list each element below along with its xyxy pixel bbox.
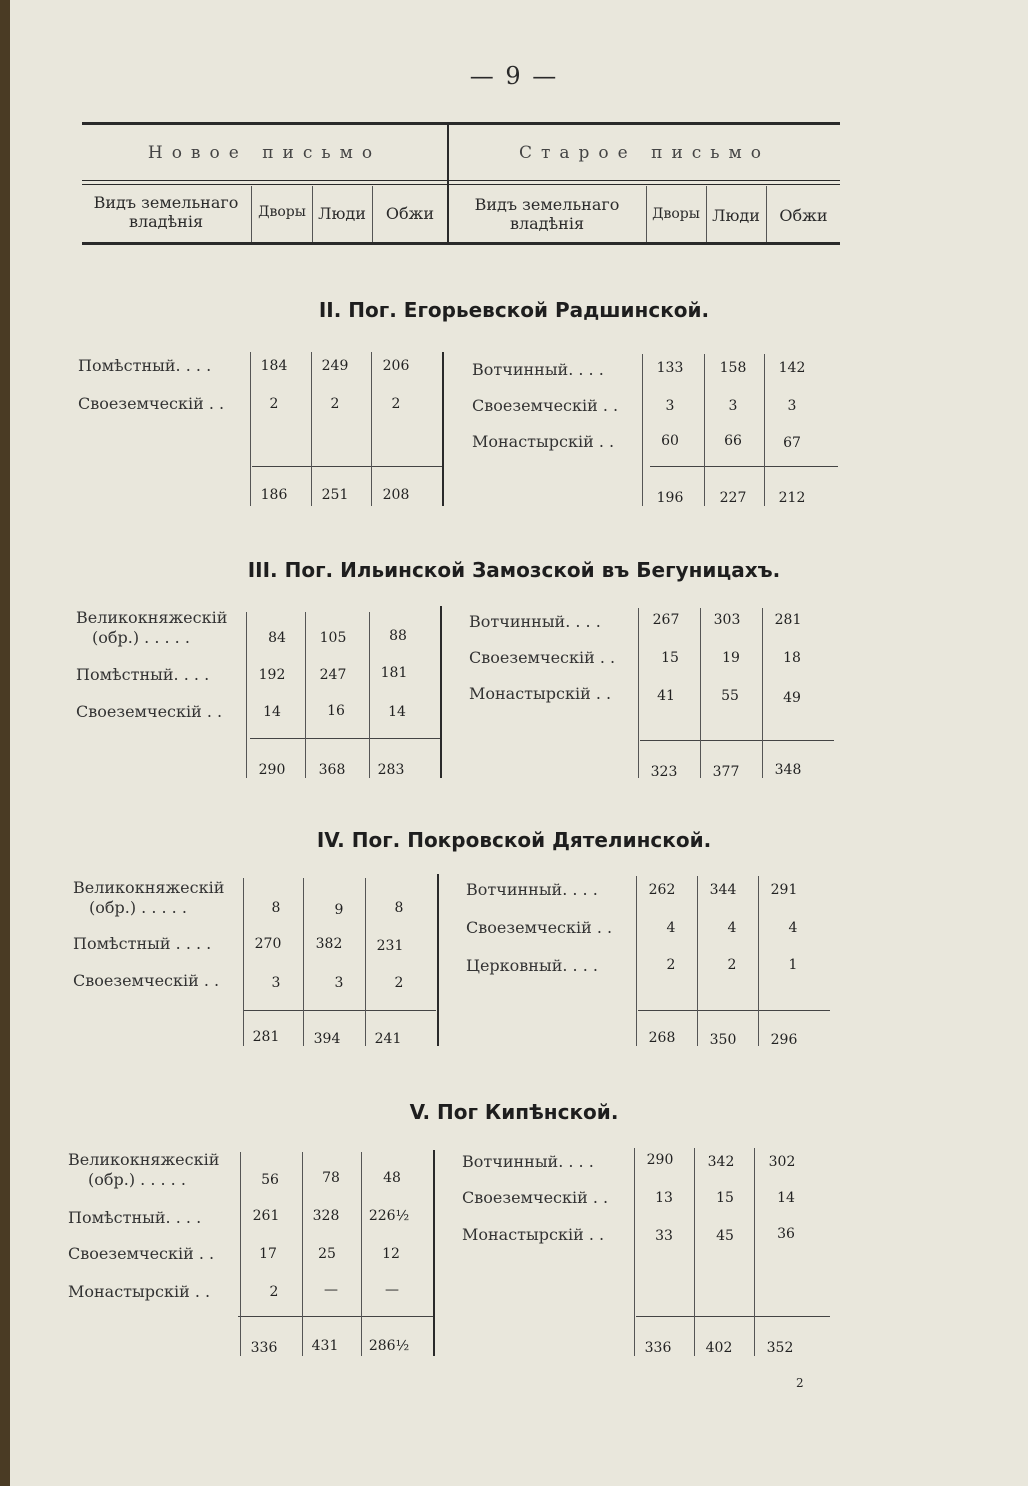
cell-people: 78 [322,1170,340,1186]
col-sep [634,1148,635,1356]
section-title: V. Пог Кипѣнской. [409,1100,619,1124]
row-label: Помѣстный. . . . [78,356,212,375]
cell-households: 33 [655,1228,673,1244]
col-sep [311,352,312,506]
cell-people: 247 [319,667,347,683]
sum-rule [250,738,440,739]
sum-rule [638,1010,830,1011]
cell-obzhi: 3 [787,398,797,414]
row-label: Своеземческій . . [469,648,616,667]
row-label: Помѣстный. . . . [76,665,210,684]
col-sep [240,1152,241,1356]
col-sep [303,878,304,1046]
header-bottom-rule [82,242,840,245]
sum-rule [238,1316,434,1317]
col-sep [302,1152,303,1356]
col-sep [365,878,366,1046]
col-sep [704,354,705,506]
header-mid-rule-b [82,184,840,185]
row-label: Своеземческій . . [472,396,619,415]
cell-households: 14 [263,704,281,720]
cell-households: 15 [661,650,679,666]
row-label: Помѣстный. . . . [68,1208,202,1227]
total-people: 402 [705,1340,733,1356]
cell-obzhi: 14 [777,1190,795,1206]
new-col-kind-header: Видъ земельнаго владѣнія [93,193,239,231]
col-sep [700,608,701,778]
cell-obzhi: 231 [376,938,404,954]
cell-people: 328 [312,1208,340,1224]
total-households: 290 [258,762,286,778]
cell-obzhi: 226½ [368,1208,410,1224]
total-people: 394 [313,1031,341,1047]
cell-households: 192 [258,667,286,683]
cell-obzhi: 67 [783,435,801,451]
cell-people: 2 [727,957,737,973]
total-people: 227 [719,490,747,506]
row-label: Монастырскій . . [462,1225,605,1244]
cell-obzhi: 49 [783,690,801,706]
old-letter-title: Старое письмо [518,143,771,163]
sum-rule [636,1316,830,1317]
col-sep [361,1152,362,1356]
row-label: Великокняжескій [68,1150,220,1169]
row-label: Своеземческій . . [76,702,223,721]
old-col-people-header: Люди [712,206,760,225]
cell-people: 382 [315,936,343,952]
cell-people: 45 [716,1228,734,1244]
row-label-continued: (обр.) . . . . . [88,1170,186,1189]
new-col-obzhi-header: Обжи [385,204,435,223]
cell-people: 158 [719,360,747,376]
cell-people: 55 [721,688,739,704]
total-households: 196 [656,490,684,506]
section-title: II. Пог. Егорьевской Радшинской. [318,298,710,322]
row-label: Вотчинный. . . . [462,1152,594,1171]
cell-households: 261 [252,1208,280,1224]
cell-households: 56 [261,1172,279,1188]
signature-mark: 2 [796,1376,804,1390]
cell-people: 105 [319,630,347,646]
col-sep [638,608,639,778]
cell-people: 249 [321,358,349,374]
total-obzhi: 348 [774,762,802,778]
cell-households: 262 [648,882,676,898]
cell-obzhi: 88 [389,628,407,644]
total-obzhi: 296 [770,1032,798,1048]
cell-obzhi: 8 [394,900,404,916]
total-obzhi: 208 [382,487,410,503]
cell-obzhi: 291 [770,882,798,898]
cell-people: 15 [716,1190,734,1206]
cell-people: 344 [709,882,737,898]
sum-rule [244,1010,436,1011]
cell-obzhi: 12 [382,1246,400,1262]
cell-households: 84 [268,630,286,646]
row-label: Вотчинный. . . . [466,880,598,899]
cell-people: 9 [334,902,344,918]
col-sep [754,1148,755,1356]
cell-obzhi: 1 [788,957,798,973]
row-label: Монастырскій . . [68,1282,211,1301]
row-label: Вотчинный. . . . [472,360,604,379]
section-center-divider [433,1150,435,1356]
new-col-households-header: Дворы [258,204,306,220]
header-mid-rule-a [82,180,840,181]
col-sep [642,354,643,506]
col-sep [636,876,637,1046]
cell-people: 4 [727,920,737,936]
col-sep [697,876,698,1046]
cell-households: 17 [259,1246,277,1262]
row-label: Великокняжескій [73,878,225,897]
col-sep [758,876,759,1046]
cell-households: 4 [666,920,676,936]
cell-obzhi: 48 [383,1170,401,1186]
col-sep [371,352,372,506]
header-top-rule [82,122,840,125]
total-obzhi: 286½ [368,1338,410,1354]
sum-rule [640,740,834,741]
cell-people: 25 [318,1246,336,1262]
cell-households: 267 [652,612,680,628]
total-people: 431 [311,1338,339,1354]
cell-households: 3 [271,975,281,991]
cell-obzhi: 2 [394,975,404,991]
cell-households: 2 [269,1284,279,1300]
total-obzhi: 212 [778,490,806,506]
total-people: 350 [709,1032,737,1048]
cell-households: 8 [271,900,281,916]
cell-households: 13 [655,1190,673,1206]
old-col-obzhi-header: Обжи [779,206,828,225]
cell-households: 41 [657,688,675,704]
row-label: Вотчинный. . . . [469,612,601,631]
total-obzhi: 241 [374,1031,402,1047]
row-label: Своеземческій . . [462,1188,609,1207]
cell-obzhi: 2 [391,396,401,412]
row-label: Церковный. . . . [466,956,598,975]
col-sep [762,608,763,778]
section-title: IV. Пог. Покровской Дятелинской. [316,828,712,852]
col-sep [243,878,244,1046]
section-center-divider [442,352,444,506]
total-households: 323 [650,764,678,780]
row-label: Монастырскій . . [472,432,615,451]
total-households: 186 [260,487,288,503]
sum-rule [650,466,838,467]
cell-obzhi: — [385,1282,399,1298]
cell-people: 16 [327,703,345,719]
total-households: 336 [250,1340,278,1356]
cell-people: 19 [722,650,740,666]
total-obzhi: 352 [766,1340,794,1356]
cell-obzhi: 302 [768,1154,796,1170]
col-sep [694,1148,695,1356]
cell-obzhi: 18 [783,650,801,666]
row-label: Своеземческій . . [68,1244,215,1263]
col-sep [305,612,306,778]
cell-households: 270 [254,936,282,952]
cell-people: — [324,1282,338,1298]
cell-households: 2 [269,396,279,412]
col-sep [250,352,251,506]
cell-obzhi: 142 [778,360,806,376]
col-sep [764,354,765,506]
row-label: Своеземческій . . [73,971,220,990]
section-center-divider [437,874,439,1046]
page-number: — 9 — [469,62,559,90]
cell-obzhi: 206 [382,358,410,374]
cell-households: 2 [666,957,676,973]
row-label: Помѣстный . . . . [73,934,212,953]
cell-obzhi: 4 [788,920,798,936]
book-spine-edge [0,0,10,1486]
cell-people: 3 [728,398,738,414]
total-obzhi: 283 [377,762,405,778]
cell-obzhi: 281 [774,612,802,628]
cell-households: 60 [661,433,679,449]
total-people: 377 [712,764,740,780]
new-letter-title: Новое письмо [147,143,382,163]
old-col-kind-header: Видъ земельнаго владѣнія [474,195,620,233]
cell-people: 3 [334,975,344,991]
cell-households: 133 [656,360,684,376]
cell-people: 342 [707,1154,735,1170]
total-people: 368 [318,762,346,778]
row-label: Своеземческій . . [466,918,613,937]
col-sep [246,612,247,778]
cell-households: 3 [665,398,675,414]
row-label: Своеземческій . . [78,394,225,413]
row-label-continued: (обр.) . . . . . [92,628,190,647]
row-label-continued: (обр.) . . . . . [89,898,187,917]
cell-obzhi: 181 [380,665,408,681]
section-center-divider [440,606,442,778]
cell-people: 66 [724,433,742,449]
total-households: 281 [252,1029,280,1045]
old-col-households-header: Дворы [652,206,700,222]
cell-people: 2 [330,396,340,412]
row-label: Великокняжескій [76,608,228,627]
section-title: III. Пог. Ильинской Замозской въ Бегуницахъ. [247,558,781,582]
cell-obzhi: 36 [777,1226,795,1242]
cell-obzhi: 14 [388,704,406,720]
sum-rule [252,466,444,467]
total-people: 251 [321,487,349,503]
total-households: 336 [644,1340,672,1356]
row-label: Монастырскій . . [469,684,612,703]
cell-households: 184 [260,358,288,374]
cell-households: 290 [646,1152,674,1168]
new-col-people-header: Люди [318,204,366,223]
cell-people: 303 [713,612,741,628]
col-sep [369,612,370,778]
total-households: 268 [648,1030,676,1046]
